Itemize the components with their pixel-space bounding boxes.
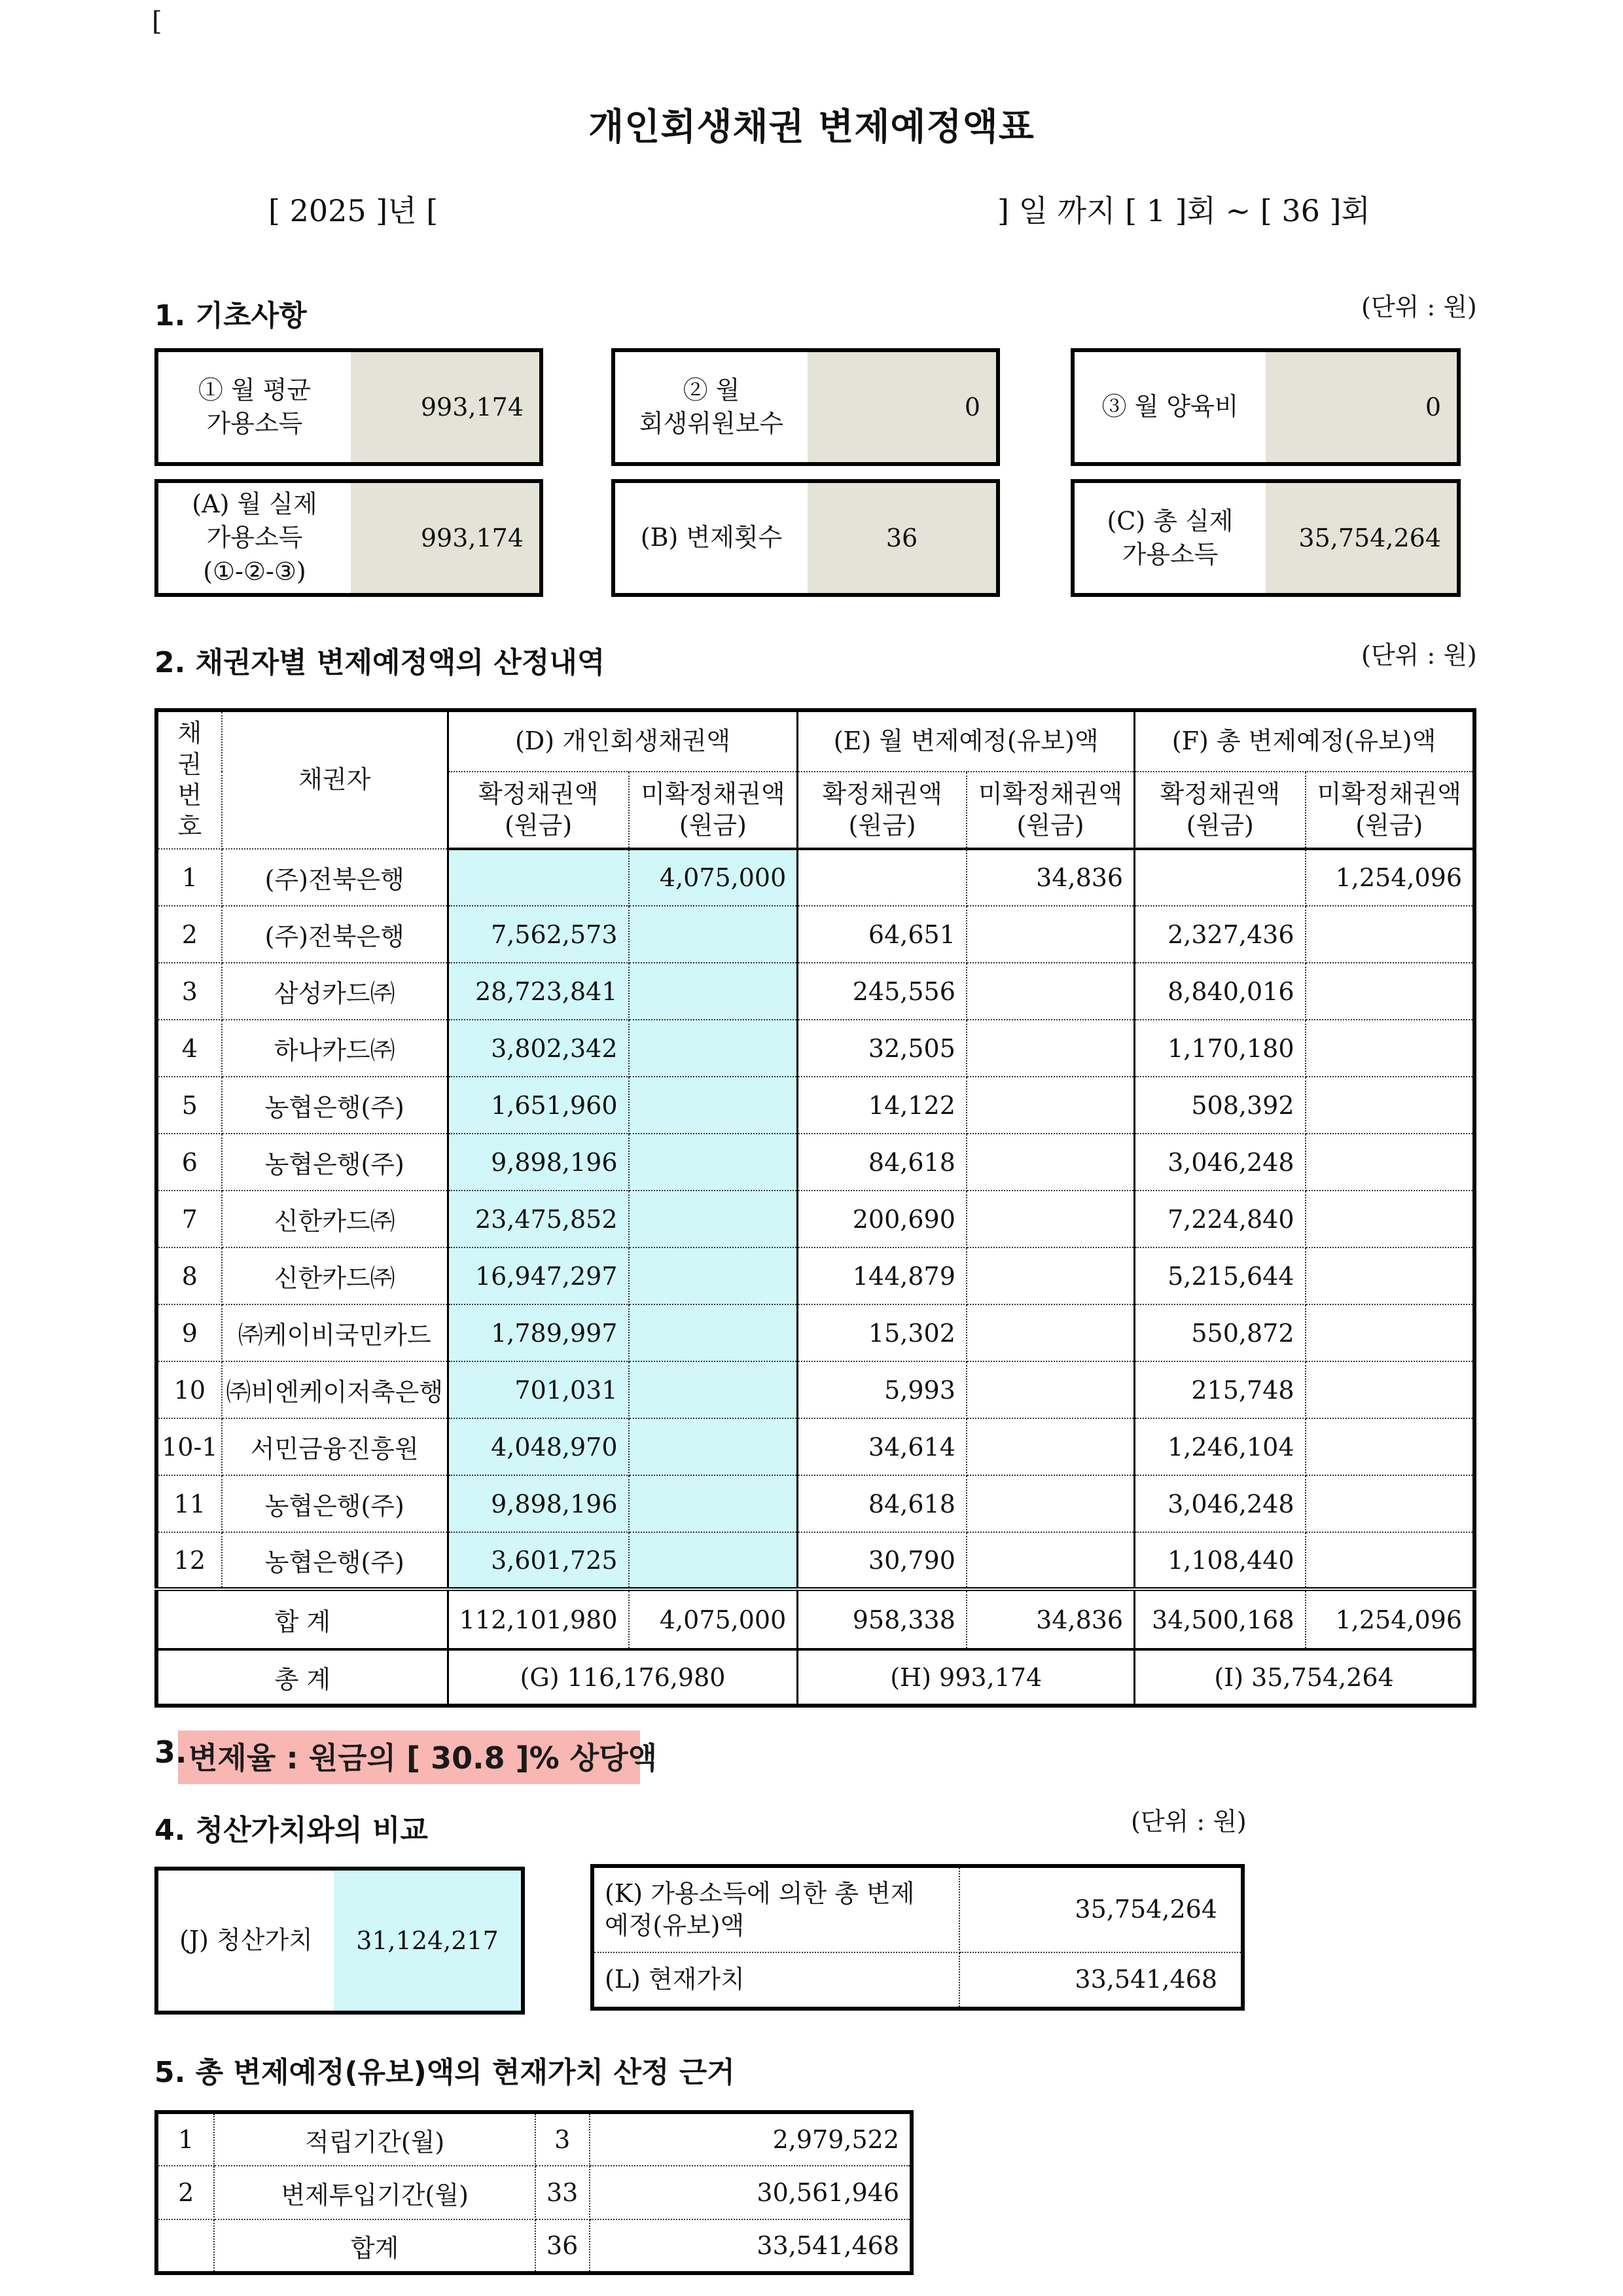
j-label: (J) 청산가치 xyxy=(158,1871,334,2011)
header-f: (F) 총 변제예정(유보)액 xyxy=(1135,710,1474,772)
e-unconfirmed xyxy=(967,963,1135,1020)
creditor-name: 신한카드㈜ xyxy=(222,1247,448,1304)
d-unconfirmed xyxy=(629,1418,798,1475)
d-confirmed: 16,947,297 xyxy=(448,1247,628,1304)
basis-amount: 30,561,946 xyxy=(590,2166,912,2219)
creditor-name: 농협은행(주) xyxy=(222,1134,448,1191)
repayment-rate-text: 변제율 : 원금의 [ 30.8 ]% 상당액 xyxy=(188,1740,658,1776)
total-i: (I) 35,754,264 xyxy=(1135,1649,1474,1706)
basis-months: 3 xyxy=(535,2112,590,2166)
table-row xyxy=(156,1247,1474,1304)
subtotal-d-unconfirmed: 4,075,000 xyxy=(629,1589,798,1649)
creditor-no: 5 xyxy=(156,1077,222,1134)
creditor-no: 12 xyxy=(156,1532,222,1589)
creditor-name: (주)전북은행 xyxy=(222,906,448,963)
period-start: [ 2025 ]년 [ xyxy=(268,193,438,228)
period-end: ] 일 까지 [ 1 ]회 ~ [ 36 ]회 xyxy=(997,193,1370,228)
table-row xyxy=(156,1077,1474,1134)
box-label: ③ 월 양육비 xyxy=(1075,352,1266,462)
header-creditor: 채권자 xyxy=(222,710,448,849)
d-confirmed: 1,651,960 xyxy=(448,1077,628,1134)
f-unconfirmed: 1,254,096 xyxy=(1306,849,1474,906)
subtotal-row xyxy=(156,1589,1474,1649)
box-label: ② 월 회생위원보수 xyxy=(615,352,808,462)
l-value: 33,541,468 xyxy=(959,1952,1243,2009)
f-confirmed: 7,224,840 xyxy=(1135,1191,1306,1247)
f-unconfirmed xyxy=(1306,1020,1474,1077)
basis-label: 변제투입기간(월) xyxy=(214,2166,535,2219)
f-confirmed: 1,170,180 xyxy=(1135,1020,1306,1077)
d-confirmed: 701,031 xyxy=(448,1361,628,1418)
f-unconfirmed xyxy=(1306,906,1474,963)
section4-heading: 4. 청산가치와의 비교 xyxy=(154,1814,428,1847)
comparison-table xyxy=(590,1864,1245,2011)
l-label: (L) 현재가치 xyxy=(592,1952,959,2009)
d-unconfirmed xyxy=(629,906,798,963)
section3-number: 3. xyxy=(154,1734,187,1770)
section5-heading: 5. 총 변제예정(유보)액의 현재가치 산정 근거 xyxy=(154,2056,735,2089)
subtotal-f-unconfirmed: 1,254,096 xyxy=(1306,1589,1474,1649)
creditor-name: ㈜케이비국민카드 xyxy=(222,1304,448,1361)
creditor-no: 11 xyxy=(156,1475,222,1532)
d-unconfirmed xyxy=(629,1475,798,1532)
f-confirmed: 3,046,248 xyxy=(1135,1134,1306,1191)
header-e: (E) 월 변제예정(유보)액 xyxy=(798,710,1135,772)
subtotal-label: 합 계 xyxy=(156,1589,448,1649)
basis-amount: 2,979,522 xyxy=(590,2112,912,2166)
e-confirmed: 5,993 xyxy=(798,1361,967,1418)
creditor-name: 농협은행(주) xyxy=(222,1475,448,1532)
section1-unit: (단위 : 원) xyxy=(1361,293,1477,321)
basis-row xyxy=(156,2112,912,2166)
f-confirmed: 8,840,016 xyxy=(1135,963,1306,1020)
creditor-no: 10-1 xyxy=(156,1418,222,1475)
e-unconfirmed xyxy=(967,1077,1135,1134)
subtotal-f-confirmed: 34,500,168 xyxy=(1135,1589,1306,1649)
section4-unit: (단위 : 원) xyxy=(1131,1807,1247,1836)
section2-unit: (단위 : 원) xyxy=(1361,641,1477,670)
creditor-name: 신한카드㈜ xyxy=(222,1191,448,1247)
basis-months: 33 xyxy=(535,2166,590,2219)
basis-label: 합계 xyxy=(214,2219,535,2273)
e-confirmed: 34,614 xyxy=(798,1418,967,1475)
basis-months: 36 xyxy=(535,2219,590,2273)
table-row xyxy=(156,1361,1474,1418)
e-unconfirmed: 34,836 xyxy=(967,849,1135,906)
table-row xyxy=(156,1134,1474,1191)
e-unconfirmed xyxy=(967,1191,1135,1247)
box-value: 0 xyxy=(1266,352,1457,462)
basis-label: 적립기간(월) xyxy=(214,2112,535,2166)
l-row xyxy=(592,1952,1243,2009)
basis-amount: 33,541,468 xyxy=(590,2219,912,2273)
f-unconfirmed xyxy=(1306,1361,1474,1418)
f-unconfirmed xyxy=(1306,963,1474,1020)
total-actual-income-box xyxy=(1071,479,1461,597)
e-confirmed: 32,505 xyxy=(798,1020,967,1077)
total-label: 총 계 xyxy=(156,1649,448,1706)
creditor-no: 6 xyxy=(156,1134,222,1191)
total-h: (H) 993,174 xyxy=(798,1649,1135,1706)
d-confirmed: 9,898,196 xyxy=(448,1134,628,1191)
f-unconfirmed xyxy=(1306,1134,1474,1191)
table-row xyxy=(156,1304,1474,1361)
repayment-count-box xyxy=(611,479,1000,597)
e-confirmed: 64,651 xyxy=(798,906,967,963)
header-e-confirmed: 확정채권액 (원금) xyxy=(798,772,967,849)
d-unconfirmed xyxy=(629,1020,798,1077)
d-unconfirmed xyxy=(629,1532,798,1589)
f-confirmed: 1,108,440 xyxy=(1135,1532,1306,1589)
f-confirmed: 3,046,248 xyxy=(1135,1475,1306,1532)
header-d-unconfirmed: 미확정채권액 (원금) xyxy=(629,772,798,849)
box-value: 36 xyxy=(808,483,996,593)
k-value: 35,754,264 xyxy=(959,1866,1243,1952)
header-d: (D) 개인회생채권액 xyxy=(448,710,798,772)
f-unconfirmed xyxy=(1306,1475,1474,1532)
trustee-fee-box xyxy=(611,348,1000,466)
basis-no: 1 xyxy=(156,2112,214,2166)
d-confirmed xyxy=(448,849,628,906)
creditor-no: 1 xyxy=(156,849,222,906)
e-confirmed: 14,122 xyxy=(798,1077,967,1134)
header-e-unconfirmed: 미확정채권액 (원금) xyxy=(967,772,1135,849)
table-row xyxy=(156,963,1474,1020)
e-confirmed: 144,879 xyxy=(798,1247,967,1304)
d-confirmed: 28,723,841 xyxy=(448,963,628,1020)
creditor-no: 10 xyxy=(156,1361,222,1418)
e-unconfirmed xyxy=(967,1020,1135,1077)
f-confirmed: 508,392 xyxy=(1135,1077,1306,1134)
box-value: 0 xyxy=(808,352,996,462)
e-unconfirmed xyxy=(967,1475,1135,1532)
d-unconfirmed xyxy=(629,1304,798,1361)
d-confirmed: 3,601,725 xyxy=(448,1532,628,1589)
present-value-basis-table xyxy=(154,2110,914,2275)
e-unconfirmed xyxy=(967,1532,1135,1589)
section2-heading: 2. 채권자별 변제예정액의 산정내역 xyxy=(154,646,605,679)
d-unconfirmed xyxy=(629,963,798,1020)
section1-heading: 1. 기초사항 xyxy=(154,299,307,332)
e-unconfirmed xyxy=(967,1247,1135,1304)
table-row xyxy=(156,1020,1474,1077)
creditor-no: 2 xyxy=(156,906,222,963)
actual-income-box xyxy=(154,479,543,597)
f-unconfirmed xyxy=(1306,1418,1474,1475)
f-confirmed: 2,327,436 xyxy=(1135,906,1306,963)
header-f-unconfirmed: 미확정채권액 (원금) xyxy=(1306,772,1474,849)
d-confirmed: 23,475,852 xyxy=(448,1191,628,1247)
table-row xyxy=(156,1418,1474,1475)
d-unconfirmed xyxy=(629,1134,798,1191)
creditor-name: 서민금융진흥원 xyxy=(222,1418,448,1475)
table-header-row xyxy=(156,710,1474,772)
creditor-name: 하나카드㈜ xyxy=(222,1020,448,1077)
subtotal-e-unconfirmed: 34,836 xyxy=(967,1589,1135,1649)
child-support-box xyxy=(1071,348,1461,466)
d-unconfirmed: 4,075,000 xyxy=(629,849,798,906)
e-unconfirmed xyxy=(967,1361,1135,1418)
liquidation-value-box xyxy=(154,1867,525,2015)
bracket-mark: [ xyxy=(152,7,162,37)
d-unconfirmed xyxy=(629,1361,798,1418)
e-confirmed: 245,556 xyxy=(798,963,967,1020)
header-f-confirmed: 확정채권액 (원금) xyxy=(1135,772,1306,849)
table-row xyxy=(156,849,1474,906)
f-confirmed: 5,215,644 xyxy=(1135,1247,1306,1304)
d-unconfirmed xyxy=(629,1077,798,1134)
d-confirmed: 7,562,573 xyxy=(448,906,628,963)
box-label: (C) 총 실제 가용소득 xyxy=(1075,483,1266,593)
d-unconfirmed xyxy=(629,1247,798,1304)
creditor-no: 3 xyxy=(156,963,222,1020)
k-row xyxy=(592,1866,1243,1952)
e-unconfirmed xyxy=(967,1304,1135,1361)
f-unconfirmed xyxy=(1306,1247,1474,1304)
creditor-no: 7 xyxy=(156,1191,222,1247)
e-confirmed: 84,618 xyxy=(798,1475,967,1532)
basis-no: 2 xyxy=(156,2166,214,2219)
page-title: 개인회생채권 변제예정액표 xyxy=(588,106,1035,149)
k-label: (K) 가용소득에 의한 총 변제 예정(유보)액 xyxy=(592,1866,959,1952)
basis-row xyxy=(156,2219,912,2273)
e-confirmed: 15,302 xyxy=(798,1304,967,1361)
box-value: 35,754,264 xyxy=(1266,483,1457,593)
creditor-no: 8 xyxy=(156,1247,222,1304)
e-confirmed: 200,690 xyxy=(798,1191,967,1247)
f-confirmed: 215,748 xyxy=(1135,1361,1306,1418)
box-value: 993,174 xyxy=(351,352,539,462)
creditor-name: 농협은행(주) xyxy=(222,1532,448,1589)
header-d-confirmed: 확정채권액 (원금) xyxy=(448,772,628,849)
e-unconfirmed xyxy=(967,906,1135,963)
total-g: (G) 116,176,980 xyxy=(448,1649,798,1706)
header-no: 채권 번호 xyxy=(156,710,222,849)
creditor-table xyxy=(154,708,1476,1708)
table-row xyxy=(156,1532,1474,1589)
f-confirmed: 1,246,104 xyxy=(1135,1418,1306,1475)
f-unconfirmed xyxy=(1306,1191,1474,1247)
d-confirmed: 9,898,196 xyxy=(448,1475,628,1532)
box-label: (A) 월 실제 가용소득 (①-②-③) xyxy=(158,483,351,593)
f-unconfirmed xyxy=(1306,1532,1474,1589)
table-row xyxy=(156,1191,1474,1247)
e-unconfirmed xyxy=(967,1418,1135,1475)
creditor-no: 9 xyxy=(156,1304,222,1361)
grand-total-row xyxy=(156,1649,1474,1706)
table-row xyxy=(156,906,1474,963)
creditor-name: ㈜비엔케이저축은행 xyxy=(222,1361,448,1418)
creditor-name: 삼성카드㈜ xyxy=(222,963,448,1020)
e-confirmed: 84,618 xyxy=(798,1134,967,1191)
basis-row xyxy=(156,2166,912,2219)
e-confirmed: 30,790 xyxy=(798,1532,967,1589)
creditor-no: 4 xyxy=(156,1020,222,1077)
f-unconfirmed xyxy=(1306,1077,1474,1134)
box-label: ① 월 평균 가용소득 xyxy=(158,352,351,462)
subtotal-e-confirmed: 958,338 xyxy=(798,1589,967,1649)
creditor-name: 농협은행(주) xyxy=(222,1077,448,1134)
box-label: (B) 변제횟수 xyxy=(615,483,808,593)
box-value: 993,174 xyxy=(351,483,539,593)
monthly-avg-income-box xyxy=(154,348,543,466)
e-unconfirmed xyxy=(967,1134,1135,1191)
subtotal-d-confirmed: 112,101,980 xyxy=(448,1589,628,1649)
f-confirmed xyxy=(1135,849,1306,906)
e-confirmed xyxy=(798,849,967,906)
creditor-name: (주)전북은행 xyxy=(222,849,448,906)
basis-no xyxy=(156,2219,214,2273)
d-confirmed: 3,802,342 xyxy=(448,1020,628,1077)
d-confirmed: 1,789,997 xyxy=(448,1304,628,1361)
d-unconfirmed xyxy=(629,1191,798,1247)
f-confirmed: 550,872 xyxy=(1135,1304,1306,1361)
j-value: 31,124,217 xyxy=(334,1871,521,2011)
f-unconfirmed xyxy=(1306,1304,1474,1361)
d-confirmed: 4,048,970 xyxy=(448,1418,628,1475)
table-row xyxy=(156,1475,1474,1532)
